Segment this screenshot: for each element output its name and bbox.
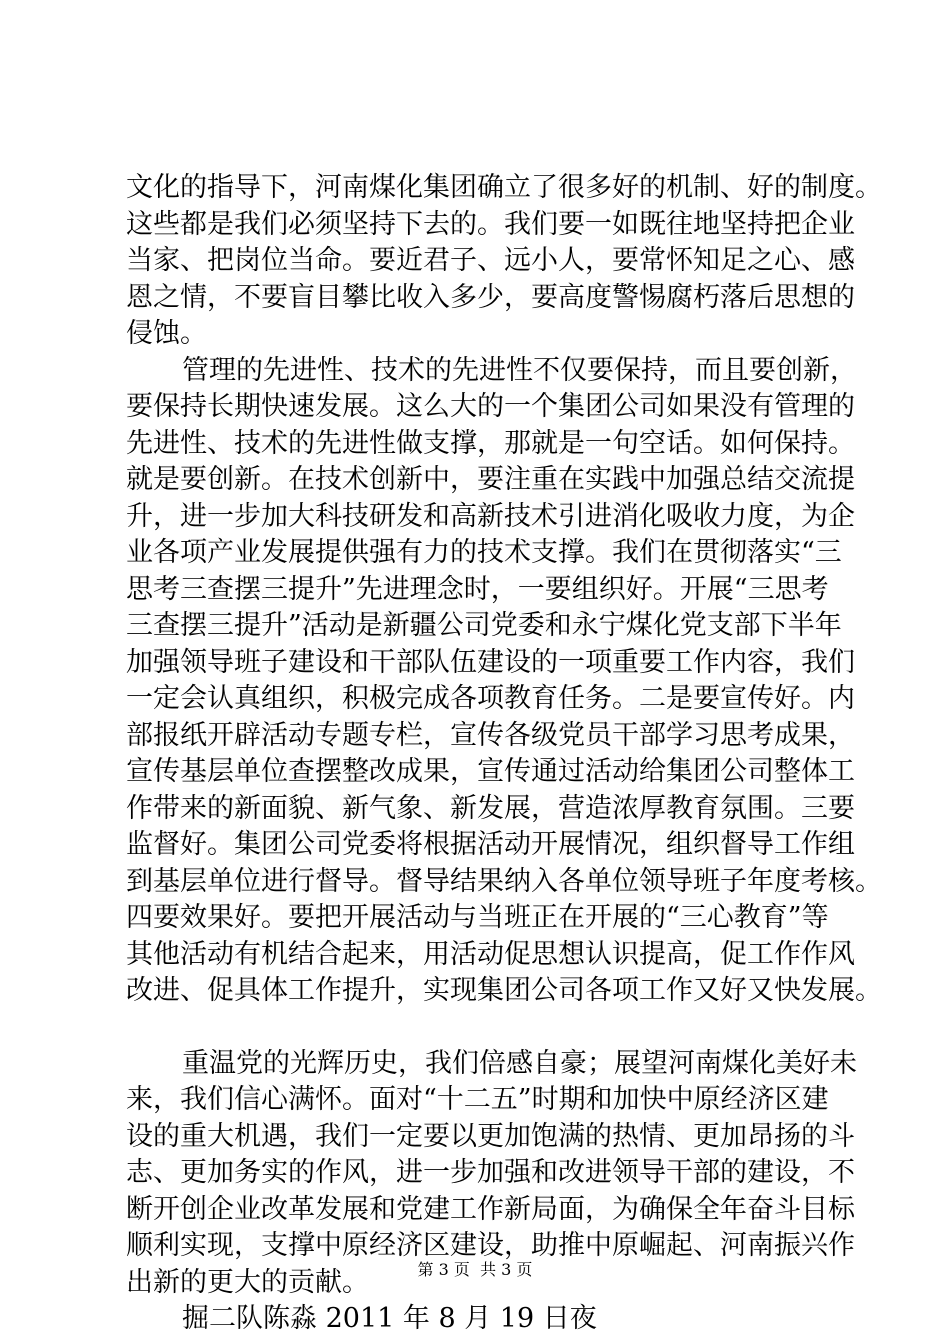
text-line: 宣传基层单位查摆整改成果，宣传通过活动给集团公司整体工: [126, 756, 855, 787]
text-line: 升，进一步加大科技研发和高新技术引进消化吸收力度，为企: [126, 500, 855, 532]
text-line: 设的重大机遇，我们一定要以更加饱满的热情、更加昂扬的斗: [126, 1120, 855, 1152]
page-number: 第 3 页 共 3 页: [417, 1260, 533, 1279]
text-line: 业各项产业发展提供强有力的技术支撑。我们在贯彻落实“三: [126, 537, 842, 568]
text-line: 先进性、技术的先进性做支撑，那就是一句空话。如何保持。: [126, 427, 855, 459]
text-line: 加强领导班子建设和干部队伍建设的一项重要工作内容，我们: [126, 646, 855, 678]
text-line: 顺利实现，支撑中原经济区建设，助推中原崛起、河南振兴作: [126, 1230, 855, 1261]
text-line: 管理的先进性、技术的先进性不仅要保持，而且要创新，: [182, 354, 857, 386]
text-line: 监督好。集团公司党委将根据活动开展情况，组织督导工作组: [126, 829, 855, 860]
text-line: 断开创企业改革发展和党建工作新局面，为确保全年奋斗目标: [126, 1193, 855, 1225]
document-body: [126, 170, 882, 1338]
text-line: 志、更加务实的作风，进一步加强和改进领导干部的建设，不: [126, 1157, 855, 1188]
text-line: 重温党的光辉历史，我们倍感自豪；展望河南煤化美好未: [182, 1047, 857, 1079]
signature-line: 掘二队陈淼 2011 年 8 月 19 日夜: [182, 1303, 597, 1334]
text-line: 思考三查摆三提升”先进理念时，一要组织好。开展“三思考: [126, 573, 829, 605]
text-line: 部报纸开辟活动专题专栏，宣传各级党员干部学习思考成果，: [126, 719, 855, 751]
text-line: 一定会认真组织，积极完成各项教育任务。二是要宣传好。内: [126, 683, 855, 714]
text-line: 出新的更大的贡献。: [126, 1266, 369, 1298]
paragraph-1: [126, 170, 882, 353]
text-line: 恩之情，不要盲目攀比收入多少，要高度警惕腐朽落后思想的: [126, 281, 855, 313]
text-line: 来，我们信心满怀。面对“十二五”时期和加快中原经济区建: [126, 1084, 829, 1115]
text-line: 当家、把岗位当命。要近君子、远小人，要常怀知足之心、感: [126, 245, 855, 276]
paragraph-2: [126, 353, 882, 1010]
text-line: 就是要创新。在技术创新中，要注重在实践中加强总结交流提: [126, 464, 855, 495]
page-footer: [0, 1260, 950, 1280]
text-line: 侵蚀。: [126, 318, 207, 349]
text-line: 作带来的新面貌、新气象、新发展，营造浓厚教育氛围。三要: [126, 792, 855, 824]
text-line: 这些都是我们必须坚持下去的。我们要一如既往地坚持把企业: [126, 208, 855, 240]
text-line: 三查摆三提升”活动是新疆公司党委和永宁煤化党支部下半年: [126, 610, 842, 641]
paragraph-gap: [126, 1010, 862, 1046]
text-line: 其他活动有机结合起来，用活动促思想认识提高，促工作作风: [126, 938, 855, 970]
text-line: 四要效果好。要把开展活动与当班正在开展的“三心教育”等: [126, 902, 829, 933]
text-line: 到基层单位进行督导。督导结果纳入各单位领导班子年度考核。: [126, 865, 882, 897]
text-line: 要保持长期快速发展。这么大的一个集团公司如果没有管理的: [126, 391, 855, 422]
text-line: 改进、促具体工作提升，实现集团公司各项工作又好又快发展。: [126, 975, 882, 1006]
text-line: 文化的指导下，河南煤化集团确立了很多好的机制、好的制度。: [126, 172, 882, 203]
